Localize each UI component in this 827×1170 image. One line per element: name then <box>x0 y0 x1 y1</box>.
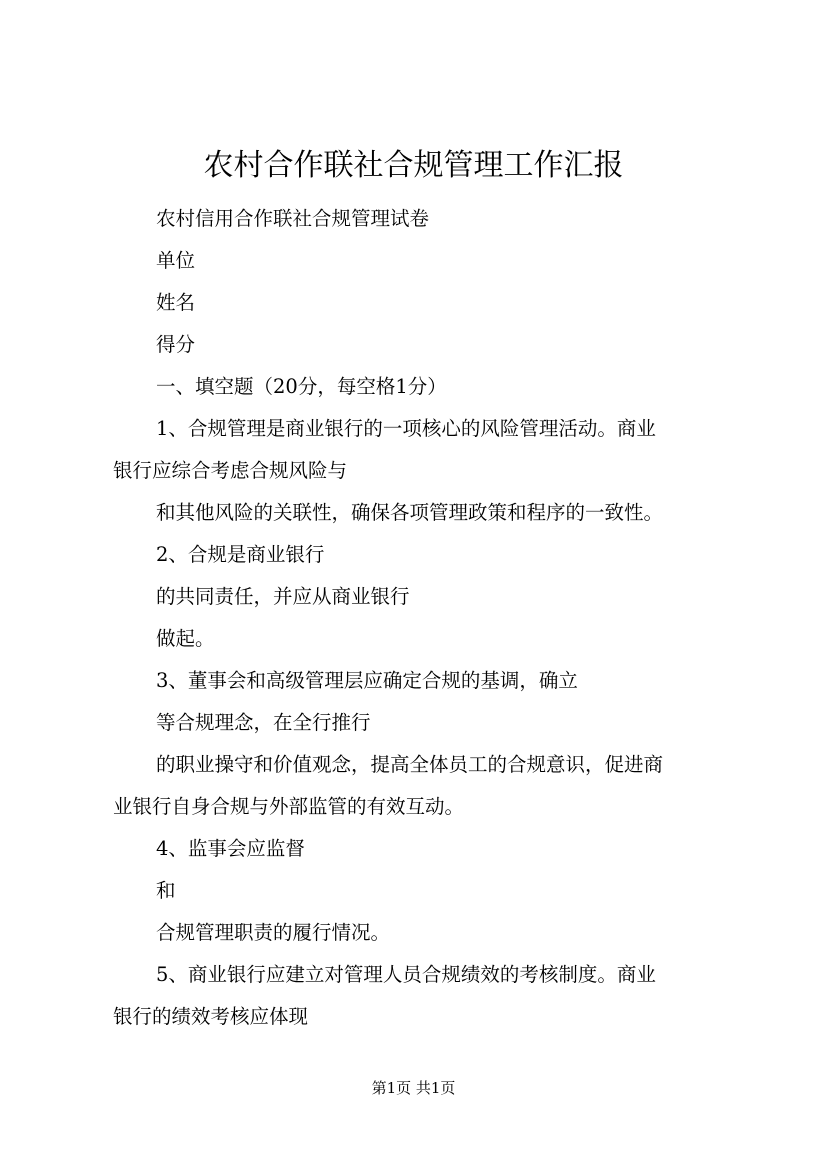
body-line: 农村信用合作联社合规管理试卷 <box>156 207 430 230</box>
body-line: 得分 <box>156 333 196 356</box>
body-line: 业银行自身合规与外部监管的有效互动。 <box>113 795 465 818</box>
body-line: 4、监事会应监督 <box>156 837 305 860</box>
document-title: 农村合作联社合规管理工作汇报 <box>203 148 624 183</box>
body-line: 和其他风险的关联性，确保各项管理政策和程序的一致性。 <box>156 501 664 524</box>
body-line: 和 <box>156 879 176 902</box>
body-line: 银行的绩效考核应体现 <box>113 1005 309 1028</box>
body-line: 单位 <box>156 249 196 272</box>
body-line: 做起。 <box>156 627 215 650</box>
body-line: 2、合规是商业银行 <box>156 543 325 566</box>
body-line: 5、商业银行应建立对管理人员合规绩效的考核制度。商业 <box>156 963 656 986</box>
body-line: 1、合规管理是商业银行的一项核心的风险管理活动。商业 <box>156 417 656 440</box>
body-line: 等合规理念，在全行推行 <box>156 711 371 734</box>
body-line: 银行应综合考虑合规风险与 <box>113 459 348 482</box>
body-line: 3、董事会和高级管理层应确定合规的基调，确立 <box>156 669 578 692</box>
body-line: 的职业操守和价值观念，提高全体员工的合规意识，促进商 <box>156 753 664 776</box>
body-line: 一、填空题（20分，每空格1分） <box>156 375 447 398</box>
body-line: 姓名 <box>156 291 196 314</box>
body-line: 合规管理职责的履行情况。 <box>156 921 391 944</box>
page-footer: 第1页 共1页 <box>371 1079 456 1097</box>
body-line: 的共同责任，并应从商业银行 <box>156 585 410 608</box>
document-body <box>113 198 743 1038</box>
